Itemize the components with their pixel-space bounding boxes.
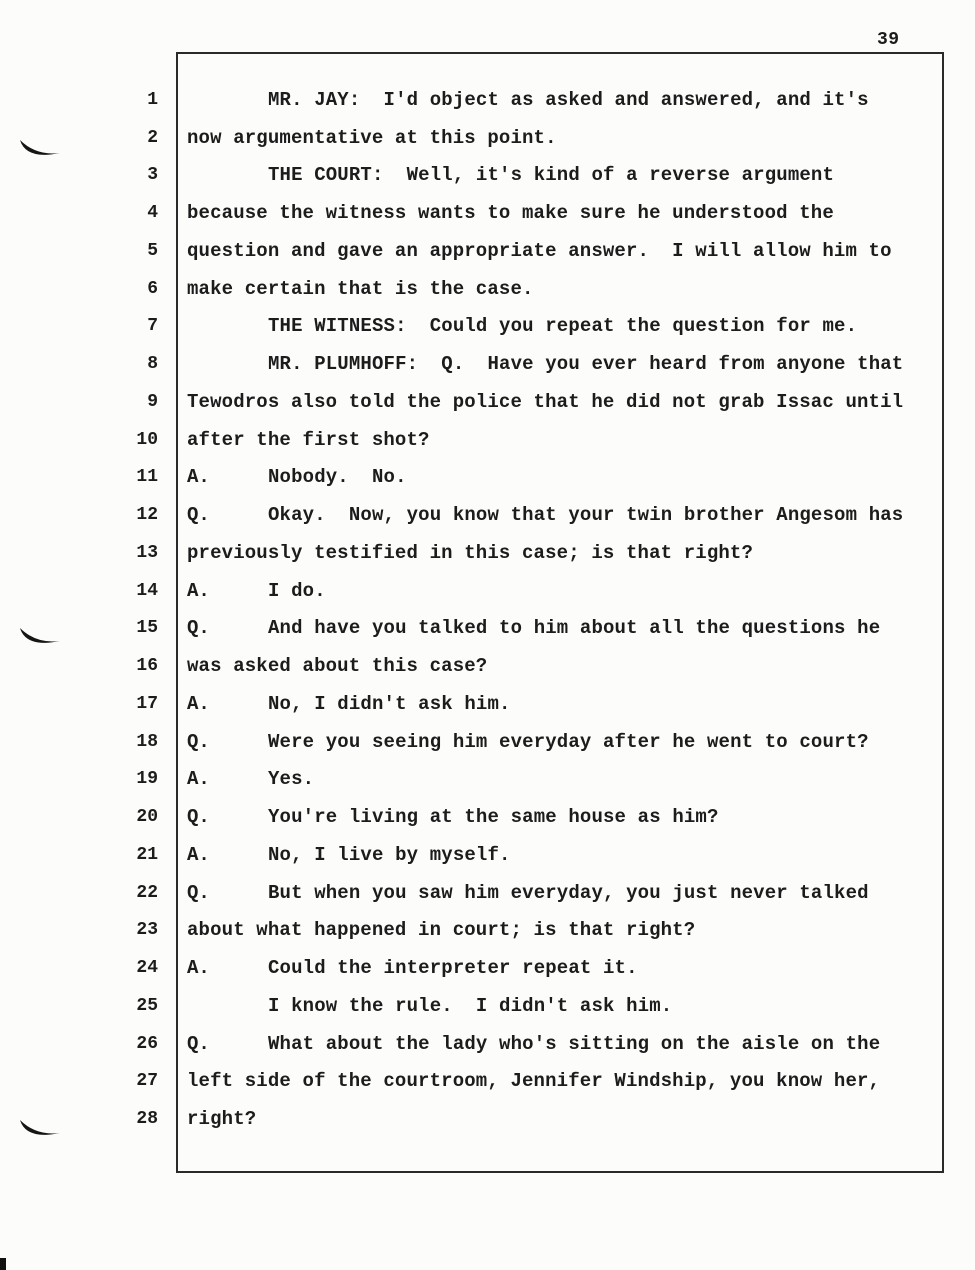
line-text: previously testified in this case; is that right? (187, 541, 754, 564)
transcript-line (0, 383, 944, 421)
line-text: THE COURT: Well, it's kind of a reverse argument (268, 164, 835, 187)
transcript-line (0, 308, 944, 346)
line-text: MR. JAY: I'd object as asked and answered, and it's (268, 88, 869, 111)
question-marker: Q. (187, 730, 210, 753)
line-number: 4 (147, 203, 158, 224)
line-text: after the first shot? (187, 428, 430, 451)
line-text: No, I didn't ask him. (268, 692, 511, 715)
transcript-line (0, 761, 944, 799)
line-number: 2 (147, 127, 158, 148)
line-text: about what happened in court; is that right? (187, 919, 696, 942)
line-text: Nobody. No. (268, 466, 407, 489)
answer-marker: A. (187, 768, 210, 791)
line-number: 25 (136, 995, 158, 1016)
transcript-line (0, 421, 944, 459)
transcript-line (0, 119, 944, 157)
transcript-line (0, 534, 944, 572)
answer-marker: A. (187, 957, 210, 980)
line-number: 18 (136, 731, 158, 752)
transcript-line (0, 647, 944, 685)
question-marker: Q. (187, 617, 210, 640)
line-number: 23 (136, 920, 158, 941)
line-number: 16 (136, 656, 158, 677)
transcript-line (0, 496, 944, 534)
transcript-line (0, 81, 944, 119)
transcript-line (0, 798, 944, 836)
line-text: right? (187, 1108, 257, 1131)
line-number: 6 (147, 278, 158, 299)
line-text: Yes. (268, 768, 315, 791)
line-number: 8 (147, 354, 158, 375)
question-marker: Q. (187, 1032, 210, 1055)
line-text: left side of the courtroom, Jennifer Windship, you know her, (187, 1070, 881, 1093)
line-text: because the witness wants to make sure he understood the (187, 202, 834, 225)
line-text: Could the interpreter repeat it. (268, 957, 638, 980)
line-text: I know the rule. I didn't ask him. (268, 994, 673, 1017)
transcript-line (0, 194, 944, 232)
line-number: 28 (136, 1109, 158, 1130)
line-text: You're living at the same house as him? (268, 806, 719, 829)
transcript-line (0, 874, 944, 912)
line-number: 14 (136, 580, 158, 601)
line-number: 9 (147, 391, 158, 412)
answer-marker: A. (187, 692, 210, 715)
line-number: 11 (136, 467, 158, 488)
transcript-line (0, 723, 944, 761)
line-text: No, I live by myself. (268, 843, 511, 866)
line-number: 7 (147, 316, 158, 337)
line-text: Okay. Now, you know that your twin brother Angesom has (268, 504, 904, 527)
line-number: 1 (147, 89, 158, 110)
line-text: MR. PLUMHOFF: Q. Have you ever heard from anyone that (268, 353, 904, 376)
transcript-line (0, 345, 944, 383)
line-number: 13 (136, 542, 158, 563)
line-number: 15 (136, 618, 158, 639)
line-text: But when you saw him everyday, you just never talked (268, 881, 869, 904)
line-number: 20 (136, 807, 158, 828)
page-number: 39 (877, 30, 900, 50)
line-number: 19 (136, 769, 158, 790)
transcript-line (0, 232, 944, 270)
transcript-lines (0, 81, 944, 1138)
line-number: 27 (136, 1071, 158, 1092)
line-number: 3 (147, 165, 158, 186)
line-text: was asked about this case? (187, 655, 488, 678)
question-marker: Q. (187, 881, 210, 904)
question-marker: Q. (187, 504, 210, 527)
line-text: now argumentative at this point. (187, 126, 557, 149)
line-text: I do. (268, 579, 326, 602)
line-text: Were you seeing him everyday after he went to court? (268, 730, 869, 753)
transcript-line (0, 1100, 944, 1138)
transcript-line (0, 949, 944, 987)
line-number: 26 (136, 1033, 158, 1054)
transcript-line (0, 610, 944, 648)
line-text: What about the lady who's sitting on the aisle on the (268, 1032, 881, 1055)
line-number: 24 (136, 958, 158, 979)
answer-marker: A. (187, 843, 210, 866)
line-text: make certain that is the case. (187, 277, 534, 300)
transcript-line (0, 270, 944, 308)
line-text: THE WITNESS: Could you repeat the question for me. (268, 315, 858, 338)
line-text: Tewodros also told the police that he did not grab Issac until (187, 390, 904, 413)
transcript-line (0, 987, 944, 1025)
answer-marker: A. (187, 579, 210, 602)
line-number: 17 (136, 693, 158, 714)
transcript-line (0, 912, 944, 950)
transcript-line (0, 1025, 944, 1063)
answer-marker: A. (187, 466, 210, 489)
line-number: 12 (136, 505, 158, 526)
line-number: 10 (136, 429, 158, 450)
line-text: And have you talked to him about all the questions he (268, 617, 881, 640)
question-marker: Q. (187, 806, 210, 829)
line-text: question and gave an appropriate answer. I will allow him to (187, 239, 892, 262)
transcript-line (0, 1063, 944, 1101)
line-number: 5 (147, 240, 158, 261)
transcript-line (0, 836, 944, 874)
line-number: 21 (136, 844, 158, 865)
transcript-line (0, 157, 944, 195)
transcript-line (0, 685, 944, 723)
line-number: 22 (136, 882, 158, 903)
scan-edge-mark (0, 1258, 6, 1270)
transcript-line (0, 572, 944, 610)
transcript-line (0, 459, 944, 497)
